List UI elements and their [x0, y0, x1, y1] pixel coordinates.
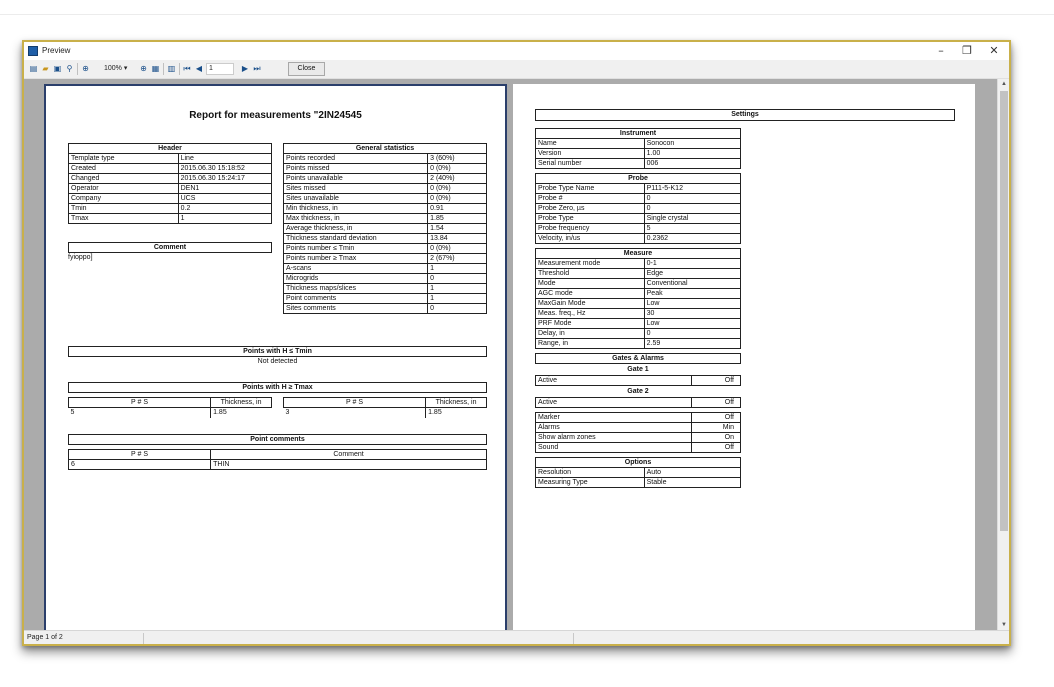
- gate1-title: Gate 1: [627, 366, 649, 373]
- page-number-input[interactable]: 1: [206, 63, 234, 75]
- gate2-title: Gate 2: [627, 388, 649, 395]
- window-title: Preview: [42, 46, 71, 55]
- row-value: 2.59: [644, 339, 740, 349]
- row-value: On: [691, 433, 740, 443]
- row-label: Changed: [69, 174, 179, 184]
- row-value: Stable: [644, 478, 740, 488]
- table-row: [536, 269, 741, 279]
- row-label: A-scans: [284, 264, 428, 274]
- settings-title: Settings: [535, 109, 955, 121]
- row-label: Probe #: [536, 194, 645, 204]
- row-value: 2 (40%): [428, 174, 487, 184]
- tmax-title: Points with H ≥ Tmax: [68, 382, 487, 393]
- table-row: [536, 443, 741, 453]
- table-row: [536, 478, 741, 488]
- gates-alarms-title: Gates & Alarms: [536, 354, 741, 364]
- measure-title: Measure: [536, 249, 741, 259]
- status-divider: [573, 633, 574, 645]
- row-label: Sites unavailable: [284, 194, 428, 204]
- zoom-select[interactable]: 100% ▾: [104, 65, 128, 72]
- row-label: Company: [69, 194, 179, 204]
- tmax-section: [68, 382, 487, 416]
- table-row: [536, 329, 741, 339]
- row-label: Created: [69, 164, 179, 174]
- table-row: [284, 214, 487, 224]
- table-row: [536, 376, 741, 386]
- row-label: Microgrids: [284, 274, 428, 284]
- row-value: 30: [644, 309, 740, 319]
- settings-header: [535, 109, 955, 121]
- row-value: Auto: [644, 468, 740, 478]
- row-label: Delay, in: [536, 329, 645, 339]
- row-value: 1.00: [644, 149, 740, 159]
- row-value: 1: [428, 264, 487, 274]
- row-value: 0: [644, 194, 740, 204]
- row-label: Measurement mode: [536, 259, 645, 269]
- row-label: Point comments: [284, 294, 428, 304]
- report-title: Report for measurements "2IN24545: [189, 110, 362, 121]
- row-value: 0: [644, 329, 740, 339]
- row-label: Points number ≥ Tmax: [284, 254, 428, 264]
- status-bar: [24, 630, 1009, 646]
- tmax-right-thickness: 1.85: [426, 408, 487, 418]
- comment-table: [68, 242, 272, 261]
- row-value: 0 (0%): [428, 184, 487, 194]
- report-page-1: [44, 84, 507, 630]
- point-comments-title: Point comments: [68, 434, 487, 445]
- table-row: [536, 339, 741, 349]
- page-view-icon[interactable]: ▦: [151, 64, 160, 73]
- table-row: [69, 194, 272, 204]
- table-row: [536, 234, 741, 244]
- row-value: DEN1: [178, 184, 271, 194]
- row-value: 3 (60%): [428, 154, 487, 164]
- row-label: Probe Type: [536, 214, 645, 224]
- header-table: [68, 143, 272, 224]
- instrument-title: Instrument: [536, 129, 741, 139]
- row-label: Probe Zero, µs: [536, 204, 645, 214]
- next-page-icon[interactable]: ▶: [241, 64, 249, 73]
- row-value: 0.91: [428, 204, 487, 214]
- row-value: Peak: [644, 289, 740, 299]
- preview-area[interactable]: [24, 79, 997, 630]
- page-indicator: Page 1 of 2: [27, 634, 63, 641]
- table-row: [284, 234, 487, 244]
- row-value: 0: [428, 304, 487, 314]
- row-label: Meas. freq., Hz: [536, 309, 645, 319]
- row-label: Probe frequency: [536, 224, 645, 234]
- settings-column: [535, 128, 741, 488]
- row-label: Alarms: [536, 423, 692, 433]
- zoom-in-icon[interactable]: ⊕: [140, 64, 147, 73]
- tmin-section: [68, 346, 487, 365]
- last-page-icon[interactable]: ⏭: [253, 64, 261, 73]
- table-row: [536, 184, 741, 194]
- row-label: Active: [536, 376, 692, 386]
- close-window-button[interactable]: ✕: [989, 44, 999, 57]
- tmin-result: Not detected: [257, 358, 298, 365]
- row-label: Thickness standard deviation: [284, 234, 428, 244]
- row-value: Off: [691, 443, 740, 453]
- table-row: [536, 259, 741, 269]
- row-value: 2015.06.30 15:18:52: [178, 164, 271, 174]
- table-row: [284, 174, 487, 184]
- row-label: PRF Mode: [536, 319, 645, 329]
- table-row: [536, 468, 741, 478]
- tmax-left-thickness: 1.85: [211, 408, 272, 418]
- report-page-2: [513, 84, 975, 630]
- app-icon: [28, 46, 38, 56]
- open-icon[interactable]: ▰: [42, 64, 49, 73]
- table-row: [536, 149, 741, 159]
- table-row: [536, 413, 741, 423]
- row-value: 1.54: [428, 224, 487, 234]
- options-title: Options: [536, 458, 741, 468]
- row-label: Template type: [69, 154, 179, 164]
- title-bar: [24, 42, 1009, 60]
- status-divider: [143, 633, 144, 645]
- point-comments-section: [68, 434, 487, 468]
- row-label: Active: [536, 398, 692, 408]
- zoom-icon[interactable]: ⊕: [82, 64, 89, 73]
- row-value: 2015.06.30 15:24:17: [178, 174, 271, 184]
- row-label: Range, in: [536, 339, 645, 349]
- tmax-col-ps: P # S: [69, 398, 211, 408]
- row-value: 0.2: [178, 204, 271, 214]
- row-value: Off: [691, 376, 740, 386]
- table-row: [284, 184, 487, 194]
- comment-text: fyioppo]: [68, 254, 93, 261]
- table-row: [69, 214, 272, 224]
- vertical-scrollbar[interactable]: [997, 79, 1009, 630]
- table-row: [536, 398, 741, 408]
- row-value: 2 (67%): [428, 254, 487, 264]
- pc-col-ps: P # S: [69, 450, 211, 460]
- row-value: 1: [428, 284, 487, 294]
- pc-ps: 6: [69, 460, 211, 470]
- row-value: 0 (0%): [428, 164, 487, 174]
- table-row: [69, 204, 272, 214]
- close-button[interactable]: Close: [288, 62, 325, 76]
- row-value: 006: [644, 159, 740, 169]
- row-label: Measuring Type: [536, 478, 645, 488]
- stats-title: General statistics: [284, 144, 487, 154]
- table-row: [284, 194, 487, 204]
- row-label: Operator: [69, 184, 179, 194]
- table-row: [536, 159, 741, 169]
- toolbar: [24, 60, 1009, 79]
- toolbar-separator: [77, 63, 78, 75]
- row-value: 0-1: [644, 259, 740, 269]
- row-label: Average thickness, in: [284, 224, 428, 234]
- table-row: [284, 264, 487, 274]
- table-row: [536, 224, 741, 234]
- toolbar-separator: [179, 63, 180, 75]
- tmax-right-ps: 3: [284, 408, 426, 418]
- row-value: 0: [644, 204, 740, 214]
- row-value: 5: [644, 224, 740, 234]
- table-row: [536, 194, 741, 204]
- row-value: Line: [178, 154, 271, 164]
- row-value: Conventional: [644, 279, 740, 289]
- row-label: Sound: [536, 443, 692, 453]
- multipage-icon[interactable]: ▥: [167, 64, 176, 73]
- prev-page-icon[interactable]: ◀: [195, 64, 203, 73]
- row-value: 13.84: [428, 234, 487, 244]
- table-row: [536, 289, 741, 299]
- general-statistics-table: [283, 143, 487, 314]
- comment-title: Comment: [69, 243, 272, 253]
- row-label: Max thickness, in: [284, 214, 428, 224]
- row-label: Points unavailable: [284, 174, 428, 184]
- table-row: [536, 204, 741, 214]
- desktop-divider: [0, 14, 1054, 15]
- table-row: [284, 244, 487, 254]
- row-value: 1.85: [428, 214, 487, 224]
- table-row: [536, 319, 741, 329]
- tmax-col-thickness: Thickness, in: [211, 398, 272, 408]
- table-row: [284, 224, 487, 234]
- row-value: Sonocon: [644, 139, 740, 149]
- preview-window: [22, 40, 1011, 646]
- tmin-title: Points with H ≤ Tmin: [68, 346, 487, 357]
- row-label: Sites comments: [284, 304, 428, 314]
- row-label: Name: [536, 139, 645, 149]
- table-row: [284, 204, 487, 214]
- row-label: Sites missed: [284, 184, 428, 194]
- table-row: [284, 304, 487, 314]
- row-value: P111-5-K12: [644, 184, 740, 194]
- table-row: [536, 433, 741, 443]
- row-label: Points missed: [284, 164, 428, 174]
- row-label: Show alarm zones: [536, 433, 692, 443]
- tmax-col-ps: P # S: [284, 398, 426, 408]
- row-label: Velocity, in/us: [536, 234, 645, 244]
- row-value: Min: [691, 423, 740, 433]
- toolbar-separator: [163, 63, 164, 75]
- row-label: Version: [536, 149, 645, 159]
- row-label: Tmin: [69, 204, 179, 214]
- print-icon[interactable]: ▤: [29, 64, 38, 73]
- row-value: Single crystal: [644, 214, 740, 224]
- row-value: 0 (0%): [428, 194, 487, 204]
- scrollbar-thumb[interactable]: [1000, 91, 1008, 531]
- row-label: Points recorded: [284, 154, 428, 164]
- table-row: [284, 294, 487, 304]
- row-value: Off: [691, 398, 740, 408]
- table-row: [536, 423, 741, 433]
- row-label: Min thickness, in: [284, 204, 428, 214]
- row-label: Tmax: [69, 214, 179, 224]
- row-value: 0.2362: [644, 234, 740, 244]
- row-label: Probe Type Name: [536, 184, 645, 194]
- restore-button[interactable]: ❐: [962, 44, 972, 57]
- row-value: Edge: [644, 269, 740, 279]
- table-row: [284, 254, 487, 264]
- first-page-icon[interactable]: ⏮: [183, 64, 191, 73]
- row-value: 0: [428, 274, 487, 284]
- row-value: Low: [644, 319, 740, 329]
- table-row: [536, 309, 741, 319]
- row-label: AGC mode: [536, 289, 645, 299]
- table-row: [69, 184, 272, 194]
- row-value: UCS: [178, 194, 271, 204]
- row-label: Mode: [536, 279, 645, 289]
- tmax-left-ps: 5: [69, 408, 211, 418]
- scroll-up-icon[interactable]: ▲: [1001, 81, 1007, 87]
- table-row: [69, 154, 272, 164]
- row-label: Thickness maps/slices: [284, 284, 428, 294]
- row-value: 1: [428, 294, 487, 304]
- table-row: [536, 279, 741, 289]
- row-label: Threshold: [536, 269, 645, 279]
- find-icon[interactable]: ⚲: [66, 64, 73, 73]
- scroll-down-icon[interactable]: ▼: [1001, 622, 1007, 628]
- table-row: [536, 299, 741, 309]
- table-row: [284, 274, 487, 284]
- row-value: 1: [178, 214, 271, 224]
- pc-comment: THIN: [211, 460, 487, 470]
- row-label: MaxGain Mode: [536, 299, 645, 309]
- minimize-button[interactable]: –: [938, 44, 944, 57]
- row-label: Resolution: [536, 468, 645, 478]
- header-title: Header: [69, 144, 272, 154]
- table-row: [69, 174, 272, 184]
- pc-col-comment: Comment: [211, 450, 487, 460]
- row-label: Points number ≤ Tmin: [284, 244, 428, 254]
- table-row: [284, 154, 487, 164]
- probe-title: Probe: [536, 174, 741, 184]
- row-value: 0 (0%): [428, 244, 487, 254]
- row-label: Marker: [536, 413, 692, 423]
- save-icon[interactable]: ▣: [53, 64, 62, 73]
- row-value: Off: [691, 413, 740, 423]
- table-row: [284, 284, 487, 294]
- tmax-col-thickness: Thickness, in: [426, 398, 487, 408]
- row-value: Low: [644, 299, 740, 309]
- table-row: [284, 164, 487, 174]
- table-row: [69, 164, 272, 174]
- table-row: [536, 214, 741, 224]
- table-row: [536, 139, 741, 149]
- row-label: Serial number: [536, 159, 645, 169]
